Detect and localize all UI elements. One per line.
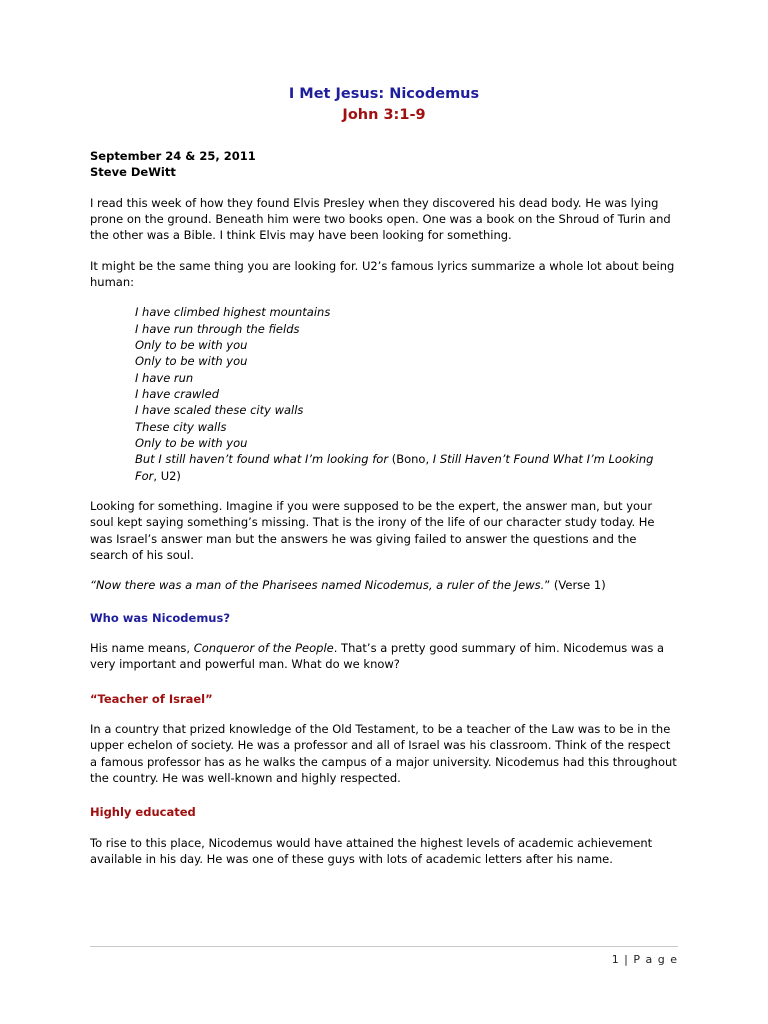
paragraph-educated: To rise to this place, Nicodemus would have attained the highest levels of academic achievement available in his day. He was one of these guys with lots of academic letters after his name. xyxy=(90,835,653,866)
page-number: 1 | P a g e xyxy=(611,953,678,966)
lyric-attribution-song: I Still Haven’t Found What I’m Looking For xyxy=(135,452,654,483)
lyric-line: Only to be with you xyxy=(135,354,248,369)
lyric-line: Only to be with you xyxy=(135,435,248,450)
byline-author: Steve DeWitt xyxy=(90,165,176,180)
paragraph-teacher: In a country that prized knowledge of the Old Testament, to be a teacher of the Law was to be in the upper echelon of society. He was a professor and all of Israel was his classroom. Think of the respect a famous professor has as he walks the campus of a major university. Nicodemus had this throughout the country. He was well-known and highly respected. xyxy=(90,721,677,785)
paragraph-elvis: I read this week of how they found Elvis Presley when they discovered his dead body. He was lying prone on the ground. Beneath him were two books open. One was a book on the Shroud of Turin and the other was a Bible. I think Elvis may have been looking for something. xyxy=(90,195,671,243)
page-footer xyxy=(90,946,678,966)
lyric-line: I have crawled xyxy=(135,386,219,401)
scripture-reference: ” (Verse 1) xyxy=(544,578,606,593)
lyrics-block xyxy=(90,304,678,484)
byline-date: September 24 & 25, 2011 xyxy=(90,149,256,164)
paragraph-name-meaning-italic: Conqueror of the People xyxy=(193,640,334,655)
lyric-line: Only to be with you xyxy=(135,337,248,352)
heading-who-was-nicodemus: Who was Nicodemus? xyxy=(90,610,231,625)
page-title: I Met Jesus: Nicodemus xyxy=(288,86,480,102)
lyric-line: I have run through the fields xyxy=(135,321,300,336)
lyric-attribution-open: (Bono, xyxy=(388,452,433,467)
lyric-line: I have climbed highest mountains xyxy=(135,305,331,320)
byline xyxy=(90,148,678,181)
scripture-quote xyxy=(90,577,678,593)
scripture-quote-text: “Now there was a man of the Pharisees named Nicodemus, a ruler of the Jews. xyxy=(90,578,545,593)
lyric-line-final: But I still haven’t found what I’m looking for xyxy=(135,452,389,467)
lyric-line: I have run xyxy=(135,370,194,385)
lyric-line: These city walls xyxy=(135,419,227,434)
heading-highly-educated: Highly educated xyxy=(90,805,196,820)
lyric-attribution-close: , U2) xyxy=(153,468,181,483)
page-subtitle: John 3:1-9 xyxy=(342,107,426,124)
paragraph-name-meaning-a: His name means, xyxy=(90,640,194,655)
paragraph-name-meaning-b: . That’s a pretty good summary of him. Nicodemus was a very important and powerful man. What do we know? xyxy=(90,640,665,672)
paragraph-name-meaning xyxy=(90,640,678,673)
paragraph-looking: Looking for something. Imagine if you were supposed to be the expert, the answer man, but your soul kept saying something’s missing. That is the irony of the life of our character study today. He was Israel’s answer man but the answers he was giving failed to answer the questions and the search of his soul. xyxy=(90,498,655,562)
paragraph-u2-intro: It might be the same thing you are looking for. U2’s famous lyrics summarize a whole lot about being human: xyxy=(90,258,675,289)
lyric-line: I have scaled these city walls xyxy=(135,403,304,418)
heading-teacher-of-israel: “Teacher of Israel” xyxy=(90,691,213,706)
